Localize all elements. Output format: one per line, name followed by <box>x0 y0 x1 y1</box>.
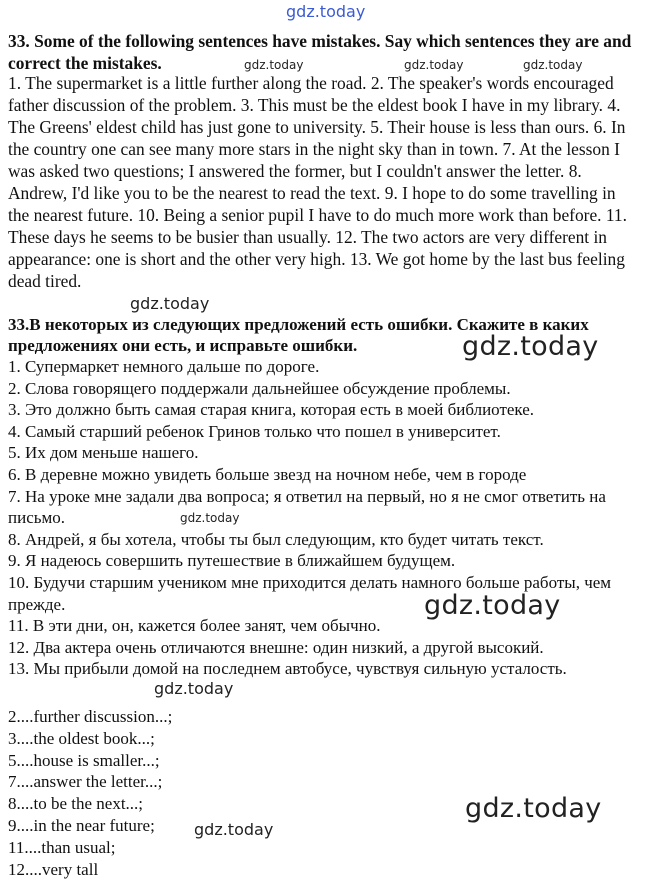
answer-list <box>8 706 308 880</box>
watermark: gdz.today <box>180 511 240 525</box>
exercise-title-russian: 33.В некоторых из следующих предложений есть ошибки. Скажите в каких предложениях они есть, и исправьте ошибки. <box>8 315 589 355</box>
answer-item: 7....answer the letter...; <box>8 772 163 792</box>
watermark: gdz.today <box>462 331 599 362</box>
list-item: 12. Два актера очень отличаются внешне: один низкий, а другой высокий. <box>8 637 544 657</box>
list-item: 7. На уроке мне задали два вопроса; я ответил на первый, но я не смог ответить на письмо. <box>8 486 606 528</box>
list-item: 3. Это должно быть самая старая книга, которая есть в моей библиотеке. <box>8 400 535 420</box>
list-item: 2. Слова говорящего поддержали дальнейшее обсуждение проблемы. <box>8 378 511 398</box>
list-item: 8. Андрей, я бы хотела, чтобы ты был следующим, кто будет читать текст. <box>8 529 544 549</box>
exercise-body-english: 1. The supermarket is a little further along the road. 2. The speaker's words encouraged father discussion of the problem. 3. This must be the eldest book I have in my library. 4. The Greens' eldest child has just gone to university. 5. Their house is less than ours. 6. In the country one can see many more stars in the night sky than in town. 7. At the lesson I was asked two questions; I answered the former, but I couldn't answer the letter. 8. Andrew, I'd like you to be the nearest to read the text. 9. I hope to do some travelling in the nearest future. 10. Being a senior pupil I have to do much more work than before. 11. These days he seems to be busier than usually. 12. The two actors are very different in appearance: one is short and the other very high. 13. We got home by the last bus feeling dead tired. <box>8 73 627 291</box>
list-item: 13. Мы прибыли домой на последнем автобусе, чувствуя сильную усталость. <box>8 659 567 679</box>
list-item: 4. Самый старший ребенок Гринов только что пошел в университет. <box>8 421 501 441</box>
answer-item: 12....very tall <box>8 859 99 879</box>
exercise-title-english: 33. Some of the following sentences have mistakes. Say which sentences they are and correct the mistakes. <box>8 31 632 73</box>
answer-item: 9....in the near future; <box>8 815 155 835</box>
watermark: gdz.today <box>523 58 583 72</box>
list-item: 11. В эти дни, он, кажется более занят, чем обычно. <box>8 616 381 636</box>
watermark: gdz.today <box>194 820 274 839</box>
watermark: gdz.today <box>130 294 210 313</box>
watermark: gdz.today <box>424 590 561 621</box>
answer-item: 3....the oldest book...; <box>8 728 155 748</box>
translation-list <box>8 356 646 680</box>
answer-item: 8....to be the next...; <box>8 794 144 814</box>
answer-item: 11....than usual; <box>8 837 116 857</box>
list-item: 1. Супермаркет немного дальше по дороге. <box>8 357 320 376</box>
list-item: 5. Их дом меньше нашего. <box>8 443 199 463</box>
watermark: gdz.today <box>465 793 602 824</box>
list-item: 6. В деревне можно увидеть больше звезд на ночном небе, чем в городе <box>8 464 527 484</box>
answer-item: 5....house is smaller...; <box>8 750 160 770</box>
site-watermark-top: gdz.today <box>286 2 366 21</box>
watermark: gdz.today <box>154 679 234 698</box>
answer-item: 2....further discussion...; <box>8 707 173 726</box>
list-item: 10. Будучи старшим учеником мне приходится делать намного больше работы, чем прежде. <box>8 572 612 614</box>
list-item: 9. Я надеюсь совершить путешествие в ближайшем будущем. <box>8 551 456 571</box>
watermark: gdz.today <box>404 58 464 72</box>
watermark: gdz.today <box>244 58 304 72</box>
